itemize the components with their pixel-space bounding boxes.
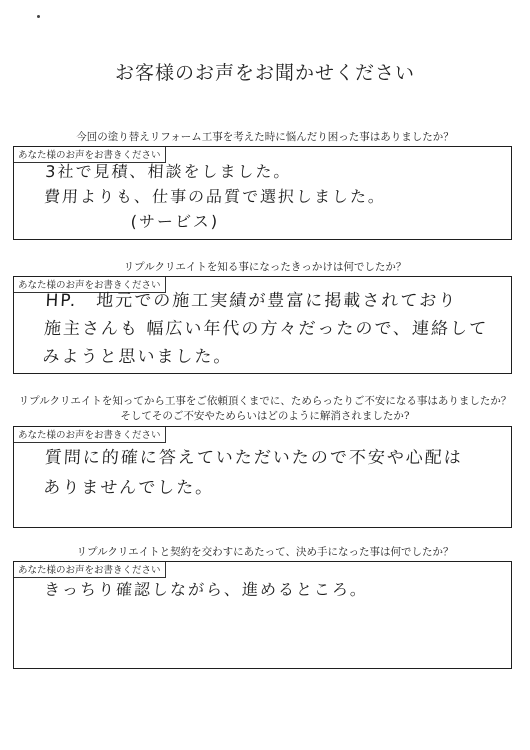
question-1-line-1: 今回の塗り替えリフォーム工事を考えた時に悩んだり困った事はありましたか？ — [76, 131, 454, 143]
answer-1-line-1: 3社で見積、相談をしました。 — [44, 162, 292, 181]
answer-box-label: あなた様のお声をお書きください — [14, 562, 166, 578]
answer-box-3 — [13, 426, 512, 528]
answer-2-line-2: 施主さんも 幅広い年代の方々だったので、連絡して — [43, 319, 489, 339]
answer-1-line-3: (サービス) — [130, 212, 220, 231]
answer-3-line-2: ありませんでした。 — [42, 478, 215, 498]
question-1 — [10, 130, 520, 145]
answer-box-label: あなた様のお声をお書きください — [14, 427, 166, 443]
answer-box-4 — [13, 561, 512, 669]
answer-box-2 — [13, 276, 512, 374]
question-3-line-2: そしてそのご不安やためらいはどのように解消されましたか? — [120, 410, 410, 422]
page-title: お客様のお声をお聞かせください — [114, 62, 415, 84]
answer-3-line-1: 質問に的確に答えていただいたので不安や心配は — [44, 448, 464, 468]
answer-4-line-1: きっちり確認しながら、進めるところ。 — [43, 580, 369, 599]
answer-3 — [42, 443, 500, 503]
answer-1-line-2: 費用よりも、仕事の品質で選択しました。 — [43, 187, 387, 206]
question-3 — [10, 394, 520, 424]
answer-2-line-1: HP. 地元での施工実績が豊富に掲載されており — [44, 291, 458, 311]
answer-1 — [42, 159, 501, 234]
question-2-line-1: リプルクリエイトを知る事になったきっかけは何でしたか？ — [123, 261, 407, 273]
question-4 — [10, 545, 520, 560]
question-2 — [10, 260, 520, 275]
question-4-line-1: リプルクリエイトと契約を交わすにあたって、決め手になった事は何でしたか？ — [76, 546, 454, 558]
scan-speck — [37, 15, 40, 18]
answer-2 — [42, 287, 501, 371]
answer-box-label: あなた様のお声をお書きください — [14, 147, 166, 163]
answer-box-label: あなた様のお声をお書きください — [14, 277, 166, 293]
answer-4 — [43, 576, 499, 604]
question-3-line-1: リプルクリエイトを知ってから工事をご依頼頂くまでに、ためらったりご不安になる事はありましたか？ — [18, 395, 512, 407]
answer-box-1 — [13, 146, 512, 240]
answer-2-line-3: みようと思いました。 — [42, 347, 234, 367]
